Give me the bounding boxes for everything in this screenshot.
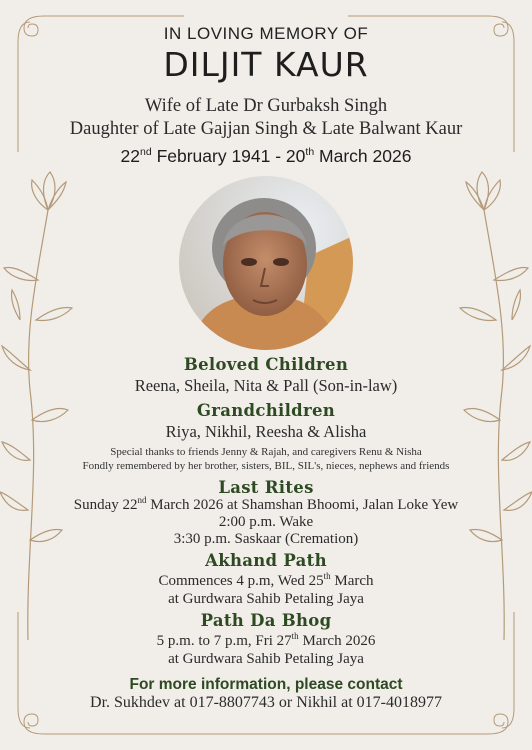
last-rites-wake: 2:00 p.m. Wake xyxy=(218,514,314,530)
birth-rest: February 1941 - 20 xyxy=(151,146,306,166)
children-heading: Beloved Children xyxy=(183,355,349,374)
path-da-bhog-line1 xyxy=(0,633,532,650)
akhand-path-month: March xyxy=(330,573,374,589)
in-memory-label: IN LOVING MEMORY OF xyxy=(163,24,369,43)
death-day-suffix: th xyxy=(305,146,315,159)
akhand-path-line1 xyxy=(0,573,532,590)
akhand-path-time: Commences 4 p.m, Wed 25 xyxy=(158,573,324,589)
children-names: Reena, Sheila, Nita & Pall (Son-in-law) xyxy=(134,376,398,395)
birth-day: 22 xyxy=(120,146,141,166)
grandchildren-heading: Grandchildren xyxy=(196,401,336,420)
last-rites-cremation: 3:30 p.m. Saskaar (Cremation) xyxy=(173,531,359,547)
last-rites-heading: Last Rites xyxy=(218,478,314,497)
akhand-path-date-suffix: th xyxy=(323,571,331,581)
wife-of-line: Wife of Late Dr Gurbaksh Singh xyxy=(144,96,388,116)
contact-heading: For more information, please contact xyxy=(129,676,403,693)
last-rites-venue: March 2026 at Shamshan Bhoomi, Jalan Loke Yew xyxy=(146,497,459,513)
life-dates xyxy=(0,146,532,167)
last-rites-date-suffix: nd xyxy=(137,495,147,505)
thanks-line: Special thanks to friends Jenny & Rajah, and caregivers Renu & Nisha xyxy=(110,446,422,458)
portrait-photo xyxy=(179,176,353,350)
contact-line: Dr. Sukhdev at 017-8807743 or Nikhil at 017-4018977 xyxy=(90,694,442,711)
path-da-bhog-heading: Path Da Bhog xyxy=(200,611,332,630)
remembered-line: Fondly remembered by her brother, sisters, BIL, SIL's, nieces, nephews and friends xyxy=(82,460,450,472)
path-da-bhog-date-suffix: th xyxy=(291,631,299,641)
path-da-bhog-time: 5 p.m. to 7 p.m, Fri 27 xyxy=(156,633,292,649)
akhand-path-venue: at Gurdwara Sahib Petaling Jaya xyxy=(168,591,364,607)
last-rites-line1 xyxy=(0,497,532,514)
birth-day-suffix: nd xyxy=(140,146,152,159)
daughter-of-line: Daughter of Late Gajjan Singh & Late Balwant Kaur xyxy=(69,119,463,139)
akhand-path-heading: Akhand Path xyxy=(205,551,327,570)
deceased-name: DILJIT KAUR xyxy=(163,45,369,84)
last-rites-date: Sunday 22 xyxy=(73,497,138,513)
path-da-bhog-venue: at Gurdwara Sahib Petaling Jaya xyxy=(168,651,364,667)
path-da-bhog-month: March 2026 xyxy=(298,633,376,649)
death-rest: March 2026 xyxy=(314,146,412,166)
grandchildren-names: Riya, Nikhil, Reesha & Alisha xyxy=(165,422,367,441)
